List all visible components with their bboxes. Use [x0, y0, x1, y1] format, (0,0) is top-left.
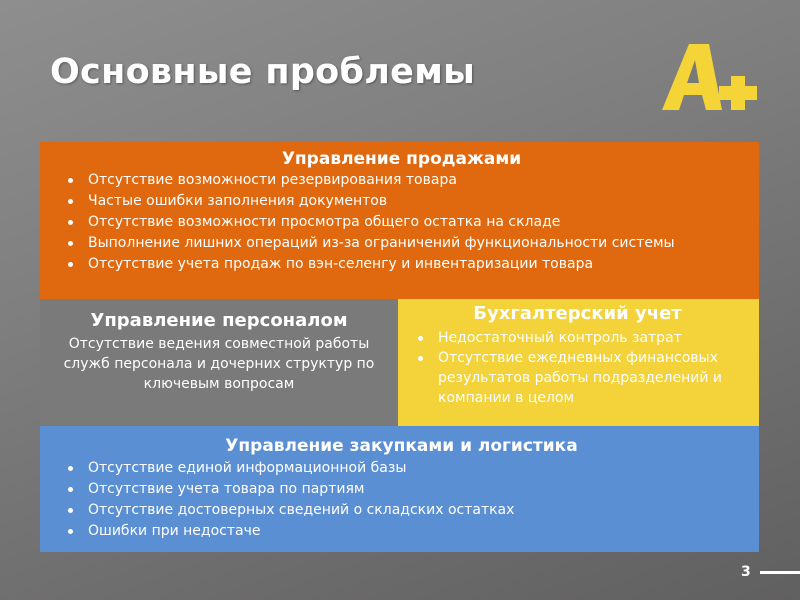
staff-description: Отсутствие ведения совместной работы служб персонала и дочерних структур по ключевым вопросам — [63, 336, 375, 392]
page-number-divider — [760, 571, 800, 574]
list-item: Выполнение лишних операций из-за ограничений функциональности системы — [58, 233, 745, 254]
staff-heading: Управление персоналом — [90, 310, 348, 331]
purchasing-problem-list — [58, 458, 745, 542]
sales-heading: Управление продажами — [281, 149, 522, 169]
list-item: Отсутствие учета товара по партиям — [58, 479, 745, 500]
list-item: Отсутствие учета продаж по вэн-селенгу и инвентаризации товара — [58, 254, 745, 275]
sales-problem-list — [58, 170, 745, 275]
accounting-problem-list — [408, 328, 747, 408]
list-item: Отсутствие ежедневных финансовых результатов работы подразделений и компании в целом — [408, 348, 747, 408]
slide-title: Основные проблемы — [50, 52, 476, 92]
sales-management-block — [40, 142, 759, 299]
list-item: Недостаточный контроль затрат — [408, 328, 747, 348]
staff-management-block — [40, 299, 398, 426]
purchasing-heading: Управление закупками и логистика — [225, 436, 578, 456]
page-number: 3 — [741, 564, 751, 580]
list-item: Частые ошибки заполнения документов — [58, 191, 745, 212]
list-item: Отсутствие возможности просмотра общего остатка на складе — [58, 212, 745, 233]
a-plus-logo-icon — [660, 40, 770, 120]
list-item: Отсутствие единой информационной базы — [58, 458, 745, 479]
list-item: Ошибки при недостаче — [58, 521, 745, 542]
list-item: Отсутствие возможности резервирования товара — [58, 170, 745, 191]
list-item: Отсутствие достоверных сведений о складских остатках — [58, 500, 745, 521]
accounting-block — [398, 299, 759, 426]
accounting-heading: Бухгалтерский учет — [473, 303, 682, 324]
purchasing-logistics-block — [40, 426, 759, 552]
